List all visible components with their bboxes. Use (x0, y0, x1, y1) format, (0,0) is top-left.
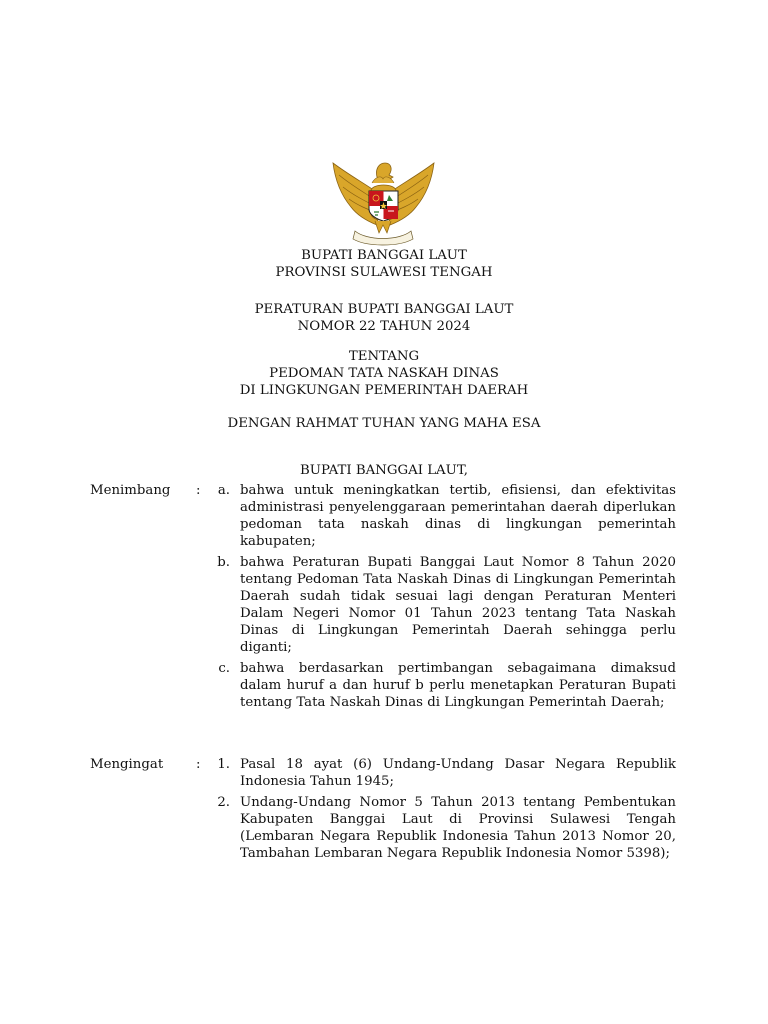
mengingat-section (90, 756, 676, 862)
mengingat-item (90, 756, 676, 790)
tentang-heading: TENTANG (348, 349, 420, 364)
subject-line1: PEDOMAN TATA NASKAH DINAS (269, 366, 499, 381)
item-marker: a. (217, 483, 230, 498)
subject-line2: DI LINGKUNGAN PEMERINTAH DAERAH (239, 383, 529, 398)
mengingat-item (90, 794, 676, 862)
item-marker: c. (218, 661, 230, 676)
item-marker: 2. (217, 795, 230, 810)
mengingat-colon: : (196, 757, 201, 772)
item-marker: b. (217, 555, 230, 570)
item-text: bahwa untuk meningkatkan tertib, efisiensi, dan efektivitas administrasi penyelenggaraan pemerintahan daerah diperlukan pedoman tata naskah dinas di lingkungan pemerintah kabupaten; (240, 483, 676, 549)
regent-title-line1: BUPATI BANGGAI LAUT (301, 248, 467, 263)
menimbang-item (90, 660, 676, 711)
menimbang-item (90, 482, 676, 550)
authority-line: BUPATI BANGGAI LAUT, (299, 463, 469, 478)
item-text: Undang-Undang Nomor 5 Tahun 2013 tentang Pembentukan Kabupaten Banggai Laut di Provinsi Sulawesi Tengah (Lembaran Negara Republik Indonesia Tahun 2013 Nomor 20, Tambahan Lembaran Negara Republik Indonesia Nomor 5398); (240, 795, 676, 861)
item-marker: 1. (217, 757, 230, 772)
regulation-number: NOMOR 22 TAHUN 2024 (297, 319, 471, 334)
blessing-line: DENGAN RAHMAT TUHAN YANG MAHA ESA (227, 416, 541, 431)
item-text: bahwa berdasarkan pertimbangan sebagaimana dimaksud dalam huruf a dan huruf b perlu menetapkan Peraturan Bupati tentang Tata Naskah Dinas di Lingkungan Pemerintah Daerah; (240, 661, 676, 710)
mengingat-label: Mengingat (90, 757, 164, 772)
menimbang-section (90, 482, 676, 711)
menimbang-item (90, 554, 676, 656)
item-text: Pasal 18 ayat (6) Undang-Undang Dasar Negara Republik Indonesia Tahun 1945; (240, 757, 676, 789)
menimbang-label: Menimbang (90, 483, 171, 498)
regulation-title: PERATURAN BUPATI BANGGAI LAUT (254, 302, 514, 317)
menimbang-colon: : (196, 483, 201, 498)
garuda-pancasila-emblem-icon (327, 155, 440, 247)
province-title-line: PROVINSI SULAWESI TENGAH (275, 265, 493, 280)
item-text: bahwa Peraturan Bupati Banggai Laut Nomor 8 Tahun 2020 tentang Pedoman Tata Naskah Dinas di Lingkungan Pemerintah Daerah sudah tidak sesuai lagi dengan Peraturan Menteri Dalam Negeri Nomor 01 Tahun 2023 tentang Tata Naskah Dinas di Lingkungan Pemerintah Daerah sehingga perlu diganti; (240, 555, 676, 655)
